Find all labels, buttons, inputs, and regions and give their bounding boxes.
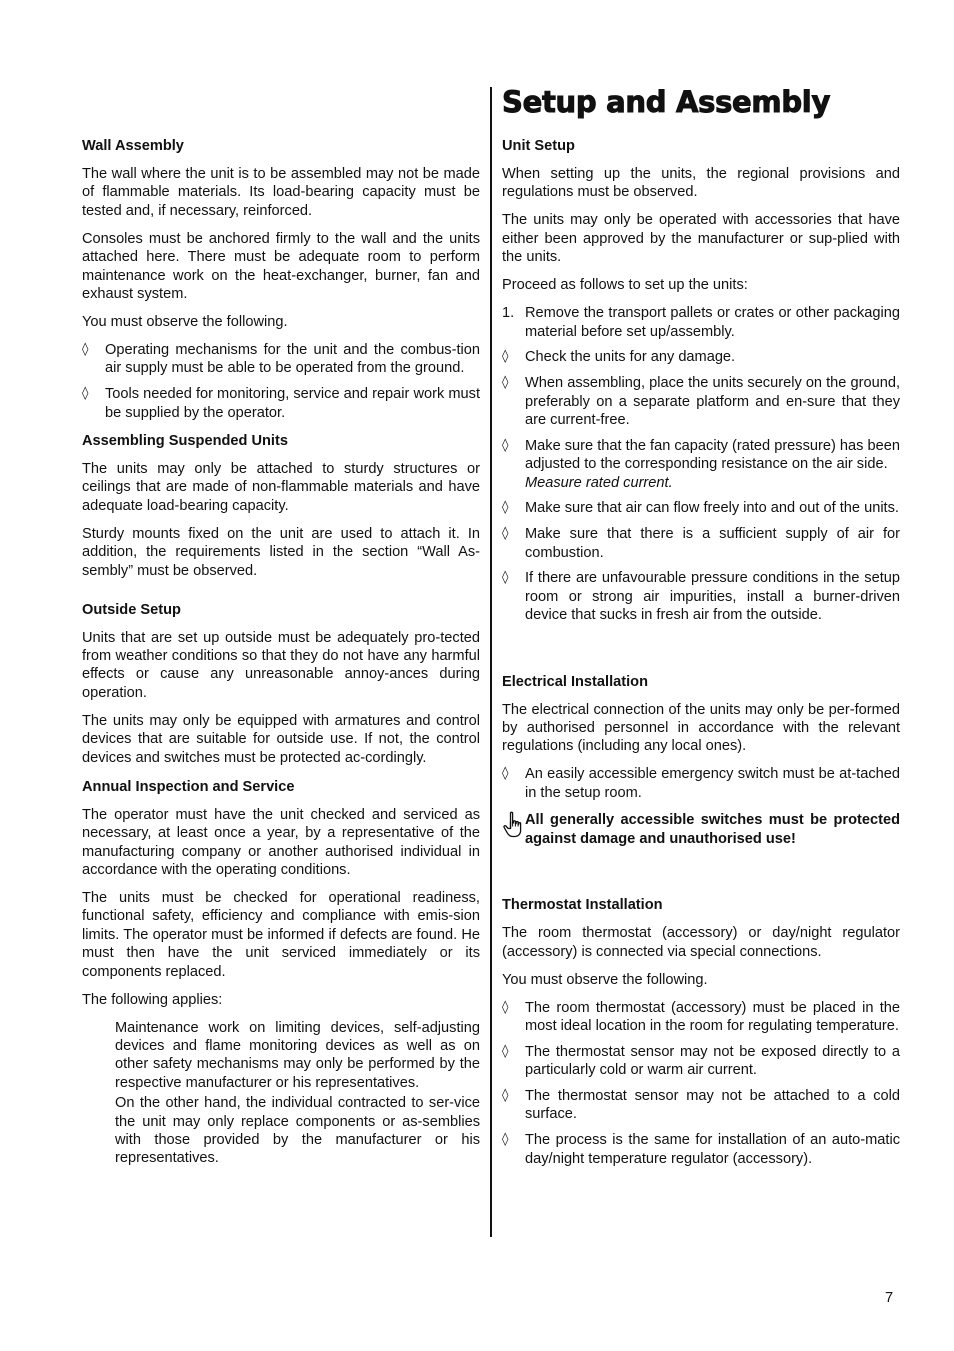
list-item — [502, 525, 900, 562]
diamond-bullet-icon: ◊ — [82, 386, 89, 402]
list-item — [502, 1131, 900, 1168]
diamond-bullet-icon: ◊ — [502, 1087, 509, 1103]
thermostat-installation-heading: Thermostat Installation — [502, 897, 663, 914]
list-item — [502, 348, 900, 366]
list-item-text: The thermostat sensor may not be attached to a cold surface. — [525, 1087, 900, 1123]
indented-paragraph: Maintenance work on limiting devices, self-adjusting devices and flame monitoring devices as well as on other safety mechanisms may only be performed by the respective manufacturer or his representatives. — [115, 1019, 480, 1091]
electrical-installation-section — [502, 672, 900, 848]
paragraph: The following applies: — [82, 991, 223, 1008]
column-divider — [490, 87, 492, 1237]
paragraph: The electrical connection of the units may only be per-formed by authorised personnel in accordance with the relevant regulations (including any local ones). — [502, 701, 900, 755]
outside-setup-heading: Outside Setup — [82, 601, 181, 618]
diamond-bullet-icon: ◊ — [502, 570, 509, 586]
diamond-bullet-icon: ◊ — [502, 375, 509, 391]
list-item — [502, 999, 900, 1036]
paragraph: You must observe the following. — [82, 314, 288, 331]
paragraph: The wall where the unit is to be assembled may not be made of flammable materials. Its load-bearing capacity must be tested and, if necessary, reinforced. — [82, 166, 480, 219]
wall-assembly-section — [82, 136, 480, 422]
paragraph: When setting up the units, the regional provisions and regulations must be observed. — [502, 166, 900, 201]
warning-note-text: All generally accessible switches must be protected against damage and unauthorised use! — [525, 812, 900, 847]
list-item-text: Make sure that air can flow freely into and out of the units. — [525, 500, 899, 517]
list-item-text: Remove the transport pallets or crates or other packaging material before set up/assembly. — [525, 305, 900, 340]
list-item-text: If there are unfavourable pressure conditions in the setup room or strong air impurities, install a burner-driven device that sucks in fresh air from the outside. — [525, 570, 900, 624]
diamond-bullet-icon: ◊ — [502, 766, 509, 782]
list-item — [502, 437, 900, 492]
bullet-list — [502, 999, 900, 1168]
list-item-text: The process is the same for installation of an auto-matic day/night temperature regulator (accessory). — [525, 1132, 900, 1167]
paragraph: Units that are set up outside must be adequately pro-tected from weather conditions so that they do not have any harmful effects or cause any unreasonable annoy-ances during operation. — [82, 629, 480, 701]
diamond-bullet-icon: ◊ — [502, 1132, 509, 1148]
indented-paragraph: On the other hand, the individual contracted to ser-vice the unit may only replace components or as-semblies with those provided by the manufacturer or his representatives. — [115, 1095, 480, 1167]
diamond-bullet-icon: ◊ — [502, 437, 509, 453]
paragraph: Sturdy mounts fixed on the unit are used to attach it. In addition, the requirements listed in the section “Wall As-sembly” must be observed. — [82, 525, 480, 579]
diamond-bullet-icon: ◊ — [502, 999, 509, 1015]
setup-steps-list — [502, 304, 900, 624]
paragraph: The operator must have the unit checked and serviced as necessary, at least once a year, by a representative of the manufacturing company or another authorised individual in accordance with the operating conditions. — [82, 806, 480, 878]
diamond-bullet-icon: ◊ — [502, 526, 509, 542]
diamond-bullet-icon: ◊ — [502, 1043, 509, 1059]
list-item — [502, 765, 900, 802]
list-item — [82, 341, 480, 378]
list-item-text: Tools needed for monitoring, service and repair work must be supplied by the operator. — [105, 386, 480, 421]
page-number: 7 — [885, 1290, 894, 1306]
list-item-text: When assembling, place the units securely on the ground, preferably on a separate platform and en-sure that they are current-free. — [525, 375, 900, 429]
unit-setup-heading: Unit Setup — [502, 138, 575, 154]
diamond-bullet-icon: ◊ — [82, 342, 89, 358]
list-item — [502, 569, 900, 624]
list-item-text: The thermostat sensor may not be exposed directly to a particularly cold or warm air current. — [525, 1043, 900, 1079]
electrical-installation-heading: Electrical Installation — [502, 673, 648, 690]
list-item-text: Check the units for any damage. — [525, 349, 736, 366]
annual-inspection-section — [82, 777, 480, 1168]
suspended-units-heading: Assembling Suspended Units — [82, 433, 288, 450]
diamond-bullet-icon: ◊ — [502, 349, 509, 365]
paragraph: The units may only be attached to sturdy structures or ceilings that are made of non-flammable materials and have adequate load-bearing capacity. — [82, 461, 480, 514]
paragraph: Proceed as follows to set up the units: — [502, 277, 748, 294]
diamond-bullet-icon: ◊ — [502, 500, 509, 516]
suspended-units-section — [82, 431, 480, 580]
annual-inspection-heading: Annual Inspection and Service — [82, 778, 295, 795]
page-title: Setup and Assembly — [502, 85, 831, 119]
list-item-text: Make sure that the fan capacity (rated pressure) has been adjusted to the corresponding resistance on the air side. — [525, 437, 900, 473]
warning-note — [502, 811, 900, 848]
bullet-list — [502, 765, 900, 802]
unit-setup-section — [502, 136, 900, 625]
paragraph: You must observe the following. — [502, 971, 708, 988]
paragraph: Consoles must be anchored firmly to the wall and the units attached here. There must be adequate room to perform maintenance work on the heat-exchanger, burner, fan and exhaust system. — [82, 230, 480, 303]
italic-note: Measure rated current. — [525, 474, 673, 491]
list-item — [502, 1043, 900, 1080]
list-item — [502, 1087, 900, 1124]
list-item-text: The room thermostat (accessory) must be placed in the most ideal location in the room for regulating temperature. — [525, 999, 900, 1034]
bullet-list — [82, 341, 480, 422]
list-item — [502, 499, 900, 517]
list-item-text: An easily accessible emergency switch must be at-tached in the setup room. — [525, 766, 900, 801]
list-item — [82, 385, 480, 422]
outside-setup-section — [82, 600, 480, 767]
paragraph: The room thermostat (accessory) or day/night regulator (accessory) is connected via special connections. — [502, 925, 900, 960]
list-item-text: Operating mechanisms for the unit and the combus-tion air supply must be able to be operated from the ground. — [105, 342, 480, 377]
wall-assembly-heading: Wall Assembly — [82, 138, 184, 154]
pointing-hand-icon — [502, 811, 522, 839]
step-number: 1. — [502, 305, 515, 322]
list-item-text: Make sure that there is a sufficient supply of air for combustion. — [525, 526, 900, 561]
list-item — [502, 304, 900, 341]
paragraph: The units may only be operated with accessories that have either been approved by the manufacturer or sup-plied with the units. — [502, 212, 900, 266]
indented-block — [82, 1019, 480, 1168]
thermostat-installation-section — [502, 895, 900, 1168]
paragraph: The units may only be equipped with armatures and control devices that are suitable for outside use. If not, the control devices and switches must be protected ac-cordingly. — [82, 712, 480, 766]
list-item — [502, 374, 900, 429]
left-column — [82, 136, 480, 1170]
paragraph: The units must be checked for operational readiness, functional safety, efficiency and compliance with emis-sion limits. The operator must be informed if defects are found. He must then have the unit serviced immediately or its components replaced. — [82, 889, 480, 980]
right-column — [502, 136, 900, 1177]
